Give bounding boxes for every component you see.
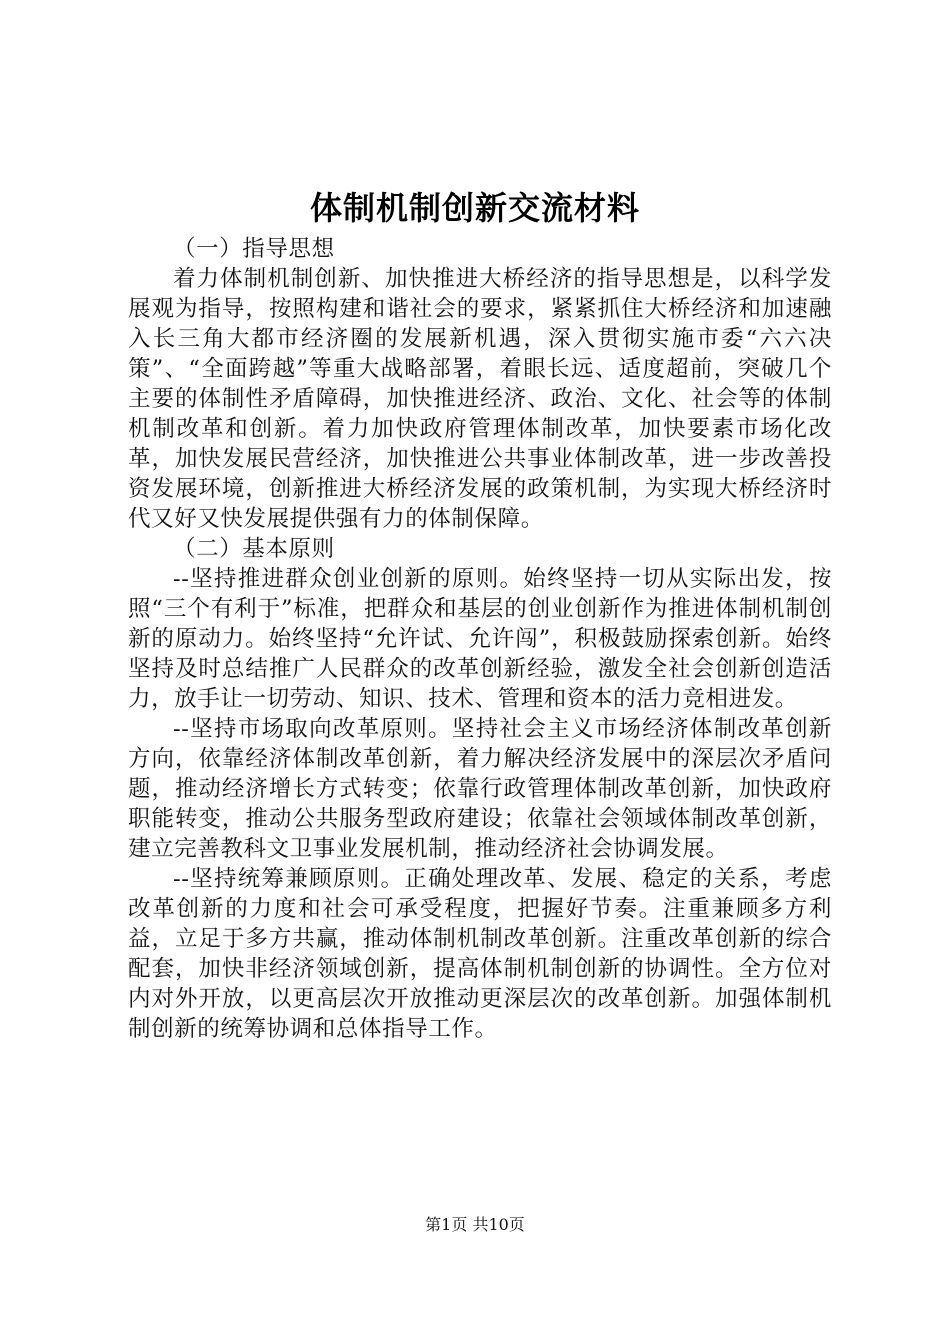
document-body (128, 234, 832, 1044)
document-title: 体制机制创新交流材料 (309, 189, 640, 227)
paragraph: --坚持推进群众创业创新的原则。始终坚持一切从实际出发，按照“三个有利于”标准，把群众和基层的创业创新作为推进体制机制创新的原动力。始终坚持“允许试、允许闯”，积极鼓励探索创新。始终坚持及时总结推广人民群众的改革创新经验，激发全社会创新创造活力，放手让一切劳动、知识、技术、管理和资本的活力竞相进发。 (128, 566, 832, 712)
paragraph: --坚持市场取向改革原则。坚持社会主义市场经济体制改革创新方向，依靠经济体制改革创新，着力解决经济发展中的深层次矛盾问题，推动经济增长方式转变；依靠行政管理体制改革创新，加快政府职能转变，推动公共服务型政府建设；依靠社会领域体制改革创新，建立完善教科文卫事业发展机制，推动经济社会协调发展。 (128, 716, 832, 862)
section-heading: （二）基本原则 (173, 536, 335, 562)
page-footer: 第1页 共10页 (425, 1215, 525, 1234)
paragraph: --坚持统筹兼顾原则。正确处理改革、发展、稳定的关系，考虑改革创新的力度和社会可承受程度，把握好节奏。注重兼顾多方利益，立足于多方共赢，推动体制机制改革创新。注重改革创新的综合配套，加快非经济领域创新，提高体制机制创新的协调性。全方位对内对外开放，以更高层次开放推动更深层次的改革创新。加强体制机制创新的统筹协调和总体指导工作。 (128, 866, 832, 1042)
section-heading: （一）指导思想 (173, 236, 335, 262)
paragraph: 着力体制机制创新、加快推进大桥经济的指导思想是，以科学发展观为指导，按照构建和谐社会的要求，紧紧抓住大桥经济和加速融入长三角大都市经济圈的发展新机遇，深入贯彻实施市委“六六决策”、“全面跨越”等重大战略部署，着眼长远、适度超前，突破几个主要的体制性矛盾障碍，加快推进经济、政治、文化、社会等的体制机制改革和创新。着力加快政府管理体制改革，加快要素市场化改革，加快发展民营经济，加快推进公共事业体制改革，进一步改善投资发展环境，创新推进大桥经济发展的政策机制，为实现大桥经济时代又好又快发展提供强有力的体制保障。 (128, 266, 832, 532)
